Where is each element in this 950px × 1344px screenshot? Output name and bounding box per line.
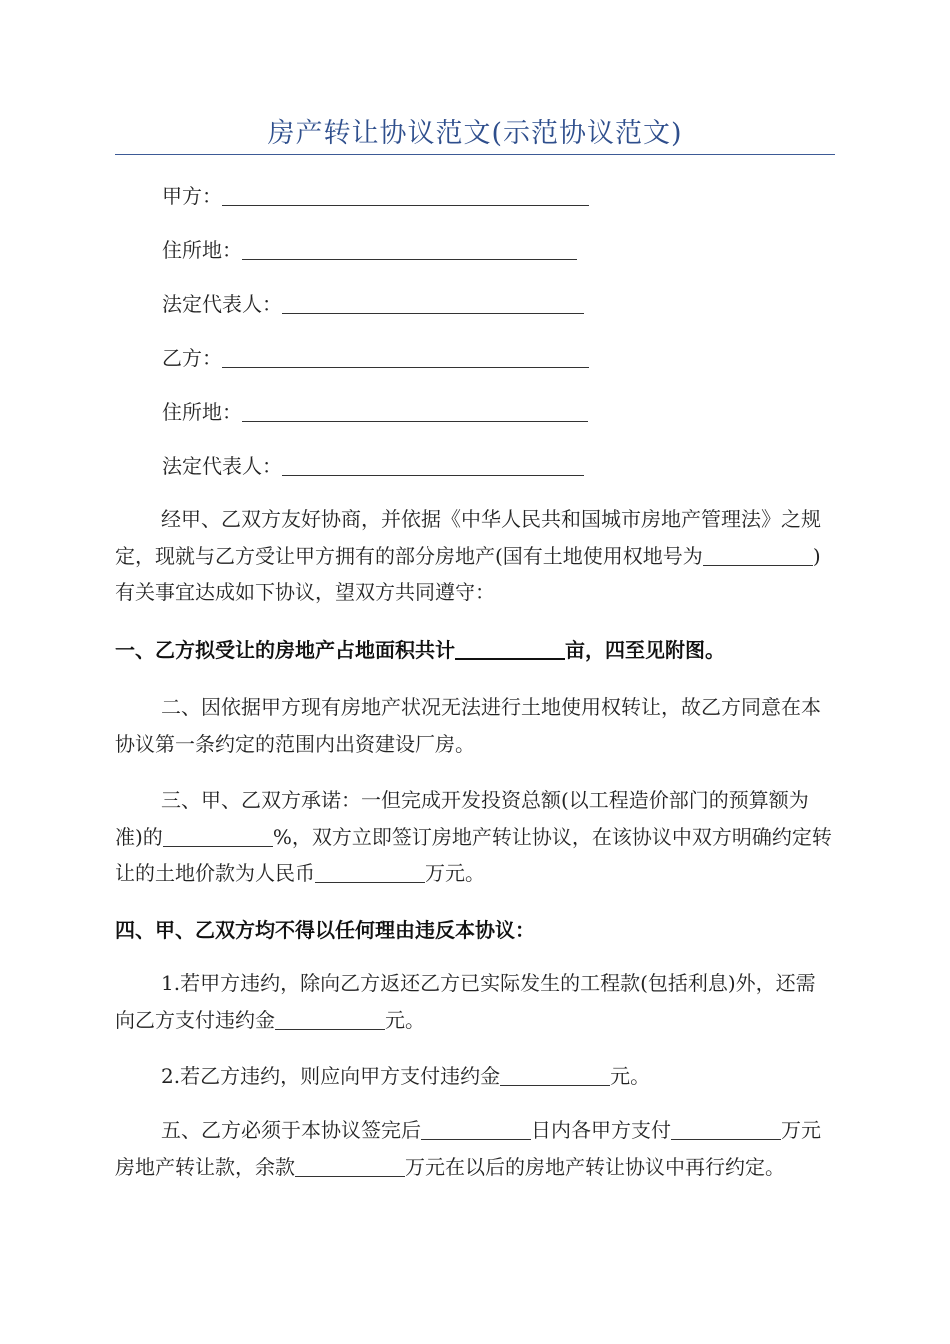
party-b-address-blank	[242, 401, 588, 422]
party-a-representative-blank	[282, 293, 584, 314]
party-b-field	[162, 344, 589, 372]
party-b-representative-blank	[282, 455, 584, 476]
party-a-address-field	[162, 236, 577, 264]
party-b-representative-field	[162, 452, 584, 480]
land-price-blank	[315, 862, 425, 883]
clause-5: 五、乙方必须于本协议签完后 日内各甲方支付 万元房地产转让款，余款 万元在以后的房地产转让协议中再行约定。	[115, 1118, 821, 1179]
clause-2: 二、因依据甲方现有房地产状况无法进行土地使用权转让，故乙方同意在本协议第一条约定的范围内出资建设厂房。	[115, 695, 821, 756]
party-a-penalty-blank	[275, 1009, 385, 1030]
clause-1: 一、乙方拟受让的房地产占地面积共计 亩，四至见附图。	[115, 638, 725, 662]
party-a-field	[162, 182, 589, 210]
party-b-label: 乙方：	[162, 346, 222, 370]
party-b-blank	[222, 347, 589, 368]
document-title: 房产转让协议范文(示范协议范文)	[267, 118, 683, 149]
balance-amount-blank	[295, 1156, 405, 1177]
payment-days-blank	[421, 1119, 531, 1140]
clause-4-1: 1.若甲方违约，除向乙方返还乙方已实际发生的工程款(包括利息)外，还需向乙方支付违约金 元。	[115, 971, 816, 1032]
clause-4-2: 2.若乙方违约，则应向甲方支付违约金 元。	[161, 1064, 651, 1088]
party-a-address-label: 住所地：	[162, 238, 242, 262]
clause-3: 三、甲、乙双方承诺：一但完成开发投资总额(以工程造价部门的预算额为准)的 %，双方立即签订房地产转让协议，在该协议中双方明确约定转让的土地价款为人民币 万元。	[115, 788, 832, 885]
land-area-blank	[455, 638, 565, 660]
land-number-blank	[703, 545, 813, 566]
party-b-representative-label: 法定代表人：	[162, 454, 282, 478]
party-a-representative-field	[162, 290, 584, 318]
intro-paragraph: 经甲、乙双方友好协商，并依据《中华人民共和国城市房地产管理法》之规定，现就与乙方受让甲方拥有的部分房地产(国有土地使用权地号为 )有关事宜达成如下协议，望双方共同遵守：	[115, 507, 821, 604]
payment-amount-blank	[671, 1119, 781, 1140]
party-b-address-label: 住所地：	[162, 400, 242, 424]
party-b-penalty-blank	[500, 1065, 610, 1086]
clause-4: 四、甲、乙双方均不得以任何理由违反本协议：	[115, 918, 535, 942]
investment-percent-blank	[163, 826, 273, 847]
party-a-blank	[222, 185, 589, 206]
title-divider	[115, 154, 835, 155]
party-a-representative-label: 法定代表人：	[162, 292, 282, 316]
party-a-label: 甲方：	[162, 184, 222, 208]
party-a-address-blank	[242, 239, 577, 260]
party-b-address-field	[162, 398, 588, 426]
